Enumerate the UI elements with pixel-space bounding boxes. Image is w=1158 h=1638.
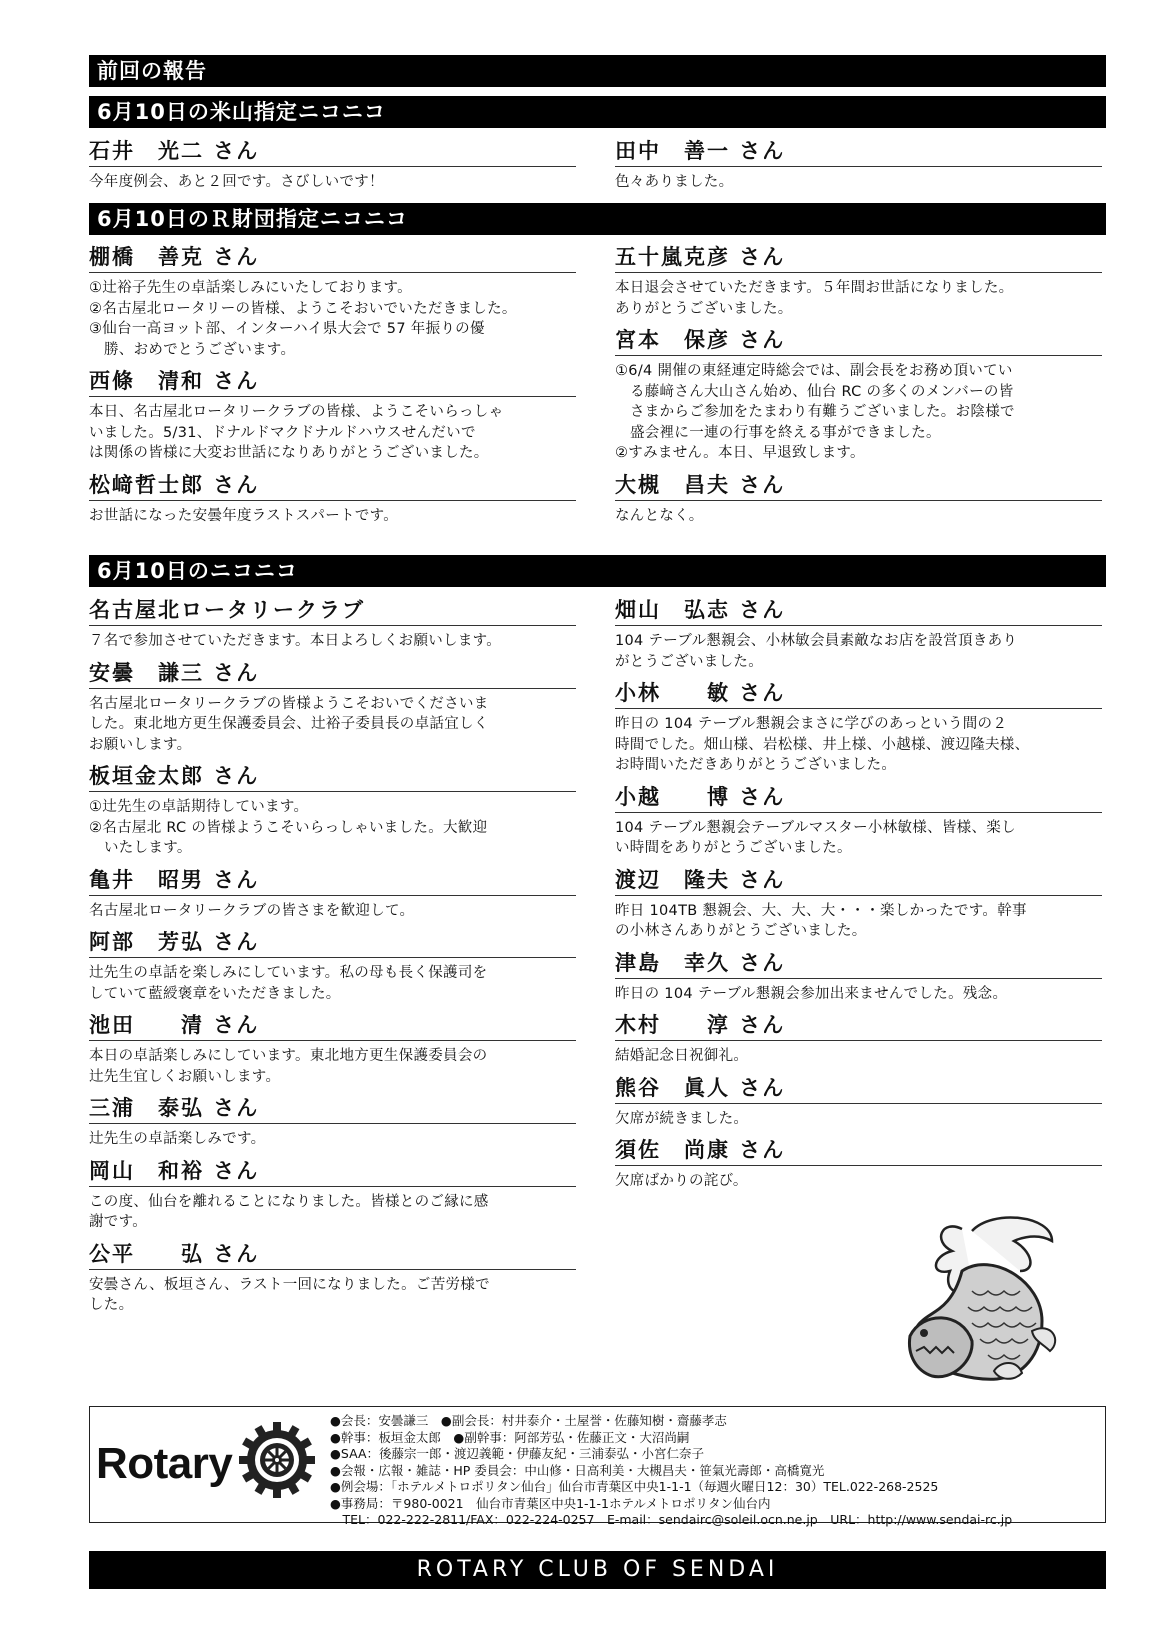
message-line: 謝です。 bbox=[89, 1214, 148, 1230]
member-message bbox=[89, 273, 576, 360]
message-line: 辻先生の卓話を楽しみにしています。私の母も長く保護司を bbox=[89, 965, 488, 981]
member-name: 名古屋北ロータリークラブ bbox=[89, 593, 576, 626]
message-line: いました。5/31、ドナルドマクドナルドハウスせんだいで bbox=[89, 424, 476, 441]
nikoniko-left-column bbox=[89, 593, 576, 1320]
member-name: 三浦 泰弘 さん bbox=[89, 1091, 576, 1124]
message-line: ７名で参加させていただきます。本日よろしくお願いします。 bbox=[89, 633, 502, 649]
message-entry bbox=[615, 468, 1102, 527]
member-message bbox=[615, 709, 1102, 776]
message-line: 名古屋北ロータリークラブの皆さまを歓迎して。 bbox=[89, 902, 415, 919]
officer-line: ●会報・広報・雑誌・HP 委員会：中山修・日高利美・大槻昌夫・笹氣光壽郎・高橋寛光 bbox=[330, 1462, 825, 1478]
message-line: 本日退会させていただきます。５年間お世話になりました。 bbox=[615, 280, 1014, 296]
member-name: 西條 清和 さん bbox=[89, 364, 576, 397]
message-entry bbox=[89, 656, 576, 756]
officer-line: ●事務局：〒980-0021 仙台市青葉区中央1-1-1ホテルメトロポリタン仙台内 bbox=[330, 1495, 771, 1511]
message-entry bbox=[89, 468, 576, 527]
message-line: ③仙台一高ヨット部、インターハイ県大会で 57 年振りの優 bbox=[89, 321, 485, 337]
message-line: なんとなく。 bbox=[615, 507, 704, 524]
message-line: 色々ありました。 bbox=[615, 174, 734, 190]
member-message bbox=[89, 1187, 576, 1233]
member-message bbox=[89, 1124, 576, 1150]
message-line: した。 bbox=[89, 1297, 134, 1313]
member-message bbox=[89, 896, 576, 922]
message-line: ①6/4 開催の東経連定時総会では、副会長をお務め頂いてい bbox=[615, 363, 1013, 379]
member-message bbox=[89, 958, 576, 1004]
nikoniko-title-bar: 6月10日のニコニコ bbox=[89, 555, 1106, 587]
message-line: お時間いただきありがとうございました。 bbox=[615, 757, 897, 773]
member-name: 五十嵐克彦 さん bbox=[615, 240, 1102, 273]
message-line: ②名古屋北ロータリーの皆様、ようこそおいでいただきました。 bbox=[89, 300, 517, 317]
message-line: 本日、名古屋北ロータリークラブの皆様、ようこそいらっしゃ bbox=[89, 404, 504, 420]
message-entry bbox=[615, 593, 1102, 672]
message-line: 昨日の 104 テーブル懇親会まさに学びのあっという間の２ bbox=[615, 716, 1008, 732]
message-line: していて藍綬褒章をいただきました。 bbox=[89, 985, 341, 1002]
member-message bbox=[615, 1166, 1102, 1192]
member-message bbox=[615, 356, 1102, 464]
message-entry bbox=[615, 676, 1102, 776]
message-line: 時間でした。畑山様、岩松様、井上様、小越様、渡辺隆夫様、 bbox=[615, 736, 1030, 753]
member-name: 畑山 弘志 さん bbox=[615, 593, 1102, 626]
message-line: ②名古屋北 RC の皆様ようこそいらっしゃいました。大歓迎 bbox=[89, 819, 488, 836]
message-entry bbox=[89, 1091, 576, 1150]
message-entry bbox=[89, 1154, 576, 1233]
message-line: 104 テーブル懇親会テーブルマスター小林敏様、皆様、楽し bbox=[615, 819, 1016, 836]
message-entry bbox=[89, 759, 576, 859]
officer-line: ●例会場：「ホテルメトロポリタン仙台」仙台市青葉区中央1-1-1（毎週火曜日12：30）TEL.022-268-2525 bbox=[330, 1479, 939, 1494]
message-entry bbox=[89, 240, 576, 360]
member-message bbox=[89, 397, 576, 464]
message-line: 昨日の 104 テーブル懇親会参加出来ませんでした。残念。 bbox=[615, 985, 1008, 1002]
yoneyama-left-column bbox=[89, 134, 576, 197]
message-line: ①辻裕子先生の卓話楽しみにいたしております。 bbox=[89, 280, 412, 296]
member-name: 池田 清 さん bbox=[89, 1008, 576, 1041]
message-line: い時間をありがとうございました。 bbox=[615, 840, 852, 856]
member-name: 渡辺 隆夫 さん bbox=[615, 863, 1102, 896]
message-line: 安曇さん、板垣さん、ラスト一回になりました。ご苦労様で bbox=[89, 1276, 490, 1293]
message-line: 辻先生宜しくお願いします。 bbox=[89, 1068, 281, 1085]
member-message bbox=[89, 1270, 576, 1316]
message-line: ②すみません。本日、早退致します。 bbox=[615, 445, 865, 461]
message-entry bbox=[615, 240, 1102, 319]
section-title-bar: 前回の報告 bbox=[89, 55, 1106, 87]
member-name: 安曇 謙三 さん bbox=[89, 656, 576, 689]
member-name: 板垣金太郎 さん bbox=[89, 759, 576, 792]
member-message bbox=[615, 1104, 1102, 1130]
yoneyama-title-bar: 6月10日の米山指定ニコニコ bbox=[89, 96, 1106, 128]
message-line: 盛会裡に一連の行事を終える事ができました。 bbox=[630, 424, 941, 441]
message-line: 名古屋北ロータリークラブの皆様ようこそおいでくださいま bbox=[89, 695, 489, 712]
member-name: 熊谷 眞人 さん bbox=[615, 1071, 1102, 1104]
message-entry bbox=[89, 925, 576, 1004]
member-name: 須佐 尚康 さん bbox=[615, 1133, 1102, 1166]
message-entry bbox=[89, 1008, 576, 1087]
member-name: 大槻 昌夫 さん bbox=[615, 468, 1102, 501]
member-name: 木村 淳 さん bbox=[615, 1008, 1102, 1041]
member-name: 小林 敏 さん bbox=[615, 676, 1102, 709]
message-entry bbox=[615, 134, 1102, 193]
message-line: がとうございました。 bbox=[615, 653, 763, 670]
member-name: 阿部 芳弘 さん bbox=[89, 925, 576, 958]
rotary-wheel-icon bbox=[236, 1419, 318, 1501]
message-line: 勝、おめでとうございます。 bbox=[104, 341, 296, 358]
message-entry bbox=[615, 863, 1102, 942]
message-line: る藤﨑さん大山さん始め、仙台 RC の多くのメンバーの皆 bbox=[630, 383, 1014, 400]
yoneyama-right-column bbox=[615, 134, 1102, 197]
message-line: 欠席が続きました。 bbox=[615, 1110, 749, 1127]
message-line: さまからご参加をたまわり有難うございました。お陰様で bbox=[630, 404, 1015, 420]
member-message bbox=[89, 501, 576, 527]
member-name: 岡山 和裕 さん bbox=[89, 1154, 576, 1187]
message-entry bbox=[615, 1071, 1102, 1130]
message-entry bbox=[89, 593, 576, 652]
message-line: お願いします。 bbox=[89, 736, 192, 753]
message-entry bbox=[615, 1008, 1102, 1067]
member-message bbox=[615, 896, 1102, 942]
message-line: 本日の卓話楽しみにしています。東北地方更生保護委員会の bbox=[89, 1048, 488, 1064]
message-line: この度、仙台を離れることになりました。皆様とのご縁に感 bbox=[89, 1193, 489, 1210]
member-message bbox=[89, 167, 576, 193]
member-message bbox=[89, 626, 576, 652]
message-entry bbox=[89, 863, 576, 922]
member-name: 小越 博 さん bbox=[615, 780, 1102, 813]
message-entry bbox=[615, 780, 1102, 859]
contact-line: TEL：022-222-2811/FAX：022-224-0257 E-mail：sendairc@soleil.ocn.ne.jp URL：http://www.sendai-rc.jp bbox=[330, 1512, 1013, 1527]
message-line: お世話になった安曇年度ラストスパートです。 bbox=[89, 507, 399, 524]
member-message bbox=[615, 626, 1102, 672]
message-line: 結婚記念日祝御礼。 bbox=[615, 1048, 749, 1064]
rfoundation-left-column bbox=[89, 240, 576, 530]
message-line: いたします。 bbox=[104, 840, 192, 856]
message-line: 104 テーブル懇親会、小林敏会員素敵なお店を設営頂きあり bbox=[615, 633, 1018, 649]
message-line: は関係の皆様に大変お世話になりありがとうございました。 bbox=[89, 445, 489, 461]
member-message bbox=[89, 1041, 576, 1087]
member-name: 石井 光二 さん bbox=[89, 134, 576, 167]
message-line: の小林さんありがとうございました。 bbox=[615, 923, 867, 939]
message-entry bbox=[89, 364, 576, 464]
message-line: 昨日 104TB 懇親会、大、大、大・・・楽しかったです。幹事 bbox=[615, 902, 1027, 919]
member-message bbox=[615, 1041, 1102, 1067]
nikoniko-right-column bbox=[615, 593, 1102, 1196]
member-name: 宮本 保彦 さん bbox=[615, 323, 1102, 356]
message-entry bbox=[615, 946, 1102, 1005]
kappa-mascot-illustration bbox=[902, 1211, 1070, 1393]
message-line: 欠席ばかりの詫び。 bbox=[615, 1173, 748, 1189]
message-entry bbox=[89, 1237, 576, 1316]
message-line: した。東北地方更生保護委員会、辻裕子委員長の卓話宜しく bbox=[89, 716, 489, 732]
club-info-box bbox=[89, 1406, 1106, 1527]
member-name: 津島 幸久 さん bbox=[615, 946, 1102, 979]
officer-line: ●幹事：板垣金太郎 ●副幹事：阿部芳弘・佐藤正文・大沼尚嗣 bbox=[330, 1429, 690, 1445]
member-name: 公平 弘 さん bbox=[89, 1237, 576, 1270]
member-name: 田中 善一 さん bbox=[615, 134, 1102, 167]
message-entry bbox=[615, 323, 1102, 464]
member-message bbox=[615, 501, 1102, 527]
message-entry bbox=[615, 1133, 1102, 1192]
message-line: ありがとうございました。 bbox=[615, 300, 793, 317]
rfoundation-title-bar: 6月10日のＲ財団指定ニコニコ bbox=[89, 203, 1106, 235]
member-message bbox=[615, 167, 1102, 193]
officers-list bbox=[330, 1413, 1012, 1529]
member-message bbox=[89, 689, 576, 756]
member-message bbox=[615, 273, 1102, 319]
officer-line: ●会長：安曇謙三 ●副会長：村井泰介・土屋誉・佐藤知樹・齋藤孝志 bbox=[330, 1413, 727, 1428]
member-name: 棚橋 善克 さん bbox=[89, 240, 576, 273]
member-message bbox=[615, 979, 1102, 1005]
rfoundation-right-column bbox=[615, 240, 1102, 530]
message-line: 辻先生の卓話楽しみです。 bbox=[89, 1131, 266, 1147]
member-message bbox=[615, 813, 1102, 859]
member-name: 松﨑哲士郎 さん bbox=[89, 468, 576, 501]
club-name-bar: ROTARY CLUB OF SENDAI bbox=[89, 1551, 1106, 1589]
member-name: 亀井 昭男 さん bbox=[89, 863, 576, 896]
message-entry bbox=[89, 134, 576, 193]
rotary-logo-text: Rotary bbox=[96, 1439, 233, 1488]
message-line: 今年度例会、あと２回です。さびしいです！ bbox=[89, 174, 384, 190]
officer-line: ●SAA：後藤宗一郎・渡辺義範・伊藤友紀・三浦泰弘・小宮仁奈子 bbox=[330, 1446, 705, 1461]
member-message bbox=[89, 792, 576, 859]
message-line: ①辻先生の卓話期待しています。 bbox=[89, 799, 309, 815]
